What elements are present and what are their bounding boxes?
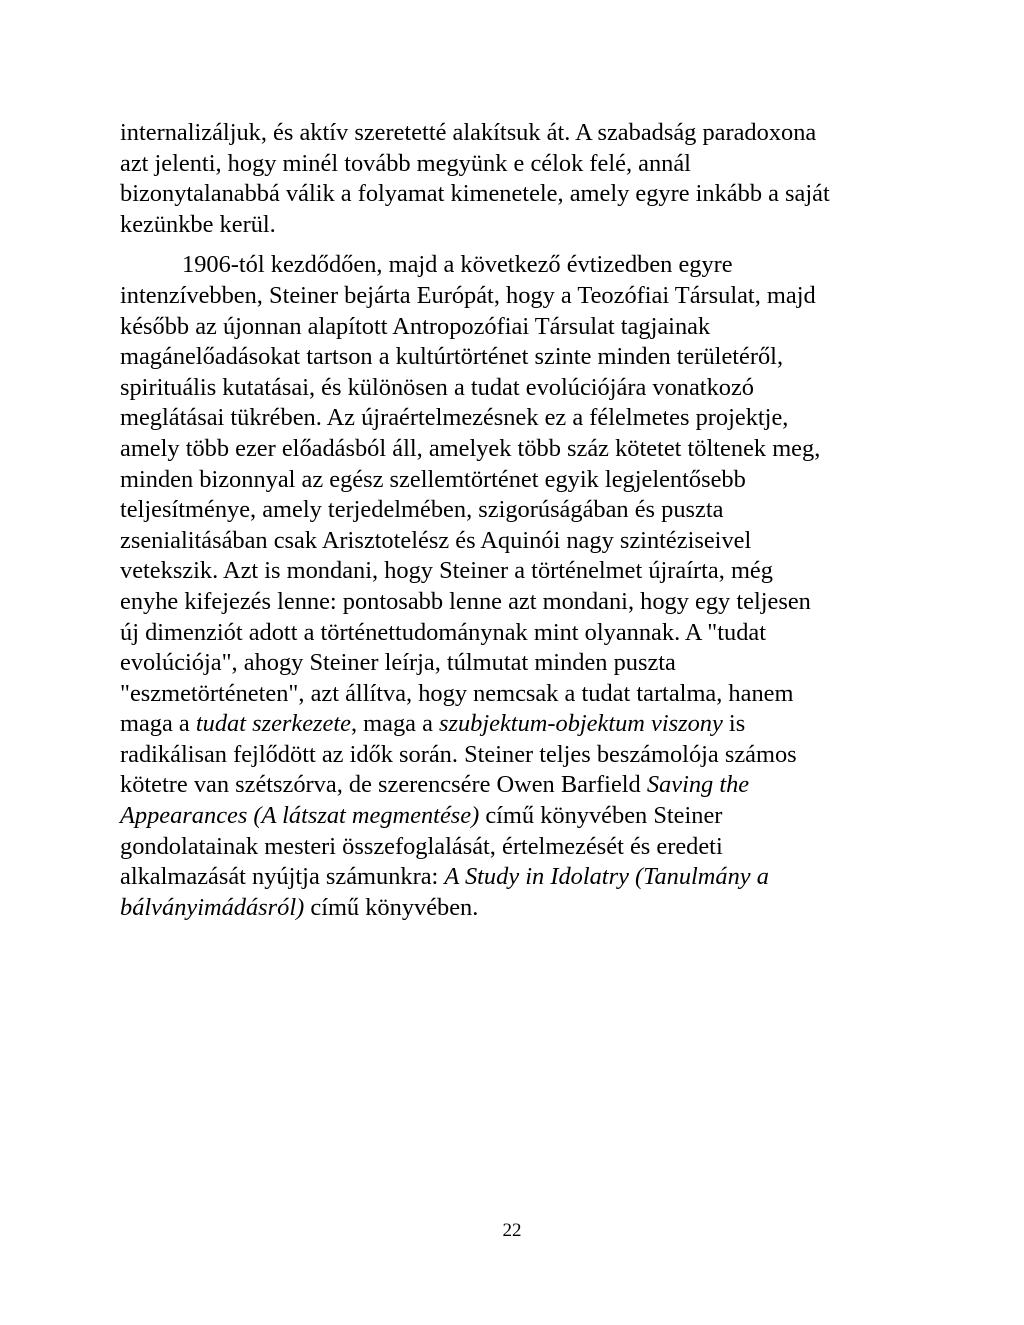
text-run: című könyvében. (304, 893, 479, 921)
italic-term: tudat szerkezete (195, 710, 351, 738)
text-line: teljesítménye, amely terjedelmében, szigorúságában és puszta (120, 496, 724, 524)
text-line: "eszmetörténeten", azt állítva, hogy nemcsak a tudat tartalma, hanem (120, 679, 794, 707)
book-title: Saving the (646, 771, 750, 799)
text-line (120, 710, 745, 737)
text-line: 1906-tól kezdődően, majd a következő évtizedben egyre (182, 251, 733, 279)
text-run: alkalmazását nyújtja számunkra: (120, 863, 445, 891)
text-line: magánelőadásokat tartson a kultúrtörténet szinte minden területéről, (120, 343, 784, 371)
text-line: minden bizonnyal az egész szellemtörténet egyik legjelentősebb (120, 465, 746, 493)
text-line: vetekszik. Azt is mondani, hogy Steiner a történelmet újraírta, még (120, 557, 773, 585)
text-line (120, 863, 769, 890)
text-line: spirituális kutatásai, és különösen a tudat evolúciójára vonatkozó (120, 373, 754, 401)
book-title: A Study in Idolatry (Tanulmány a (444, 863, 769, 891)
text-line: később az újonnan alapított Antropozófiai Társulat tagjainak (120, 312, 711, 340)
paragraph (120, 118, 910, 240)
text-run: című könyvében Steiner (479, 802, 723, 830)
text-line (120, 771, 749, 798)
text-line (120, 894, 478, 921)
text-line: intenzívebben, Steiner bejárta Európát, hogy a Teozófiai Társulat, majd (120, 281, 816, 309)
text-line: radikálisan fejlődött az idők során. Steiner teljes beszámolója számos (120, 740, 797, 768)
text-line: kezünkbe kerül. (120, 210, 276, 238)
text-line: evolúciója", ahogy Steiner leírja, túlmutat minden puszta (120, 649, 676, 677)
italic-term: szubjektum-objektum viszony (439, 710, 723, 738)
page-number: 22 (502, 1220, 522, 1241)
text-line: gondolatainak mesteri összefoglalását, értelmezését és eredeti (120, 832, 723, 860)
text-line: zsenialitásában csak Arisztotelész és Aquinói nagy szintéziseivel (120, 526, 752, 554)
text-line: új dimenziót adott a történettudománynak mint olyannak. A "tudat (120, 618, 767, 646)
text-run: maga a (120, 710, 196, 738)
text-line (120, 802, 722, 829)
text-line: azt jelenti, hogy minél tovább megyünk e célok felé, annál (120, 149, 691, 177)
book-title: bálványimádásról) (120, 893, 305, 921)
text-run: , maga a (350, 710, 439, 738)
text-line: internalizáljuk, és aktív szeretetté alakítsuk át. A szabadság paradoxona (120, 119, 817, 146)
text-run: kötetre van szétszórva, de szerencsére Owen Barfield (120, 771, 647, 799)
book-title: Appearances (A látszat megmentése) (120, 802, 480, 830)
page-body (120, 118, 910, 923)
text-run: is (722, 710, 746, 738)
text-line: meglátásai tükrében. Az újraértelmezésnek ez a félelmetes projektje, (120, 404, 789, 432)
text-line: bizonytalanabbá válik a folyamat kimenetele, amely egyre inkább a saját (120, 180, 830, 208)
text-line: enyhe kifejezés lenne: pontosabb lenne azt mondani, hogy egy teljesen (120, 587, 811, 615)
paragraph (120, 250, 910, 923)
text-line: amely több ezer előadásból áll, amelyek több száz kötetet töltenek meg, (120, 434, 821, 462)
